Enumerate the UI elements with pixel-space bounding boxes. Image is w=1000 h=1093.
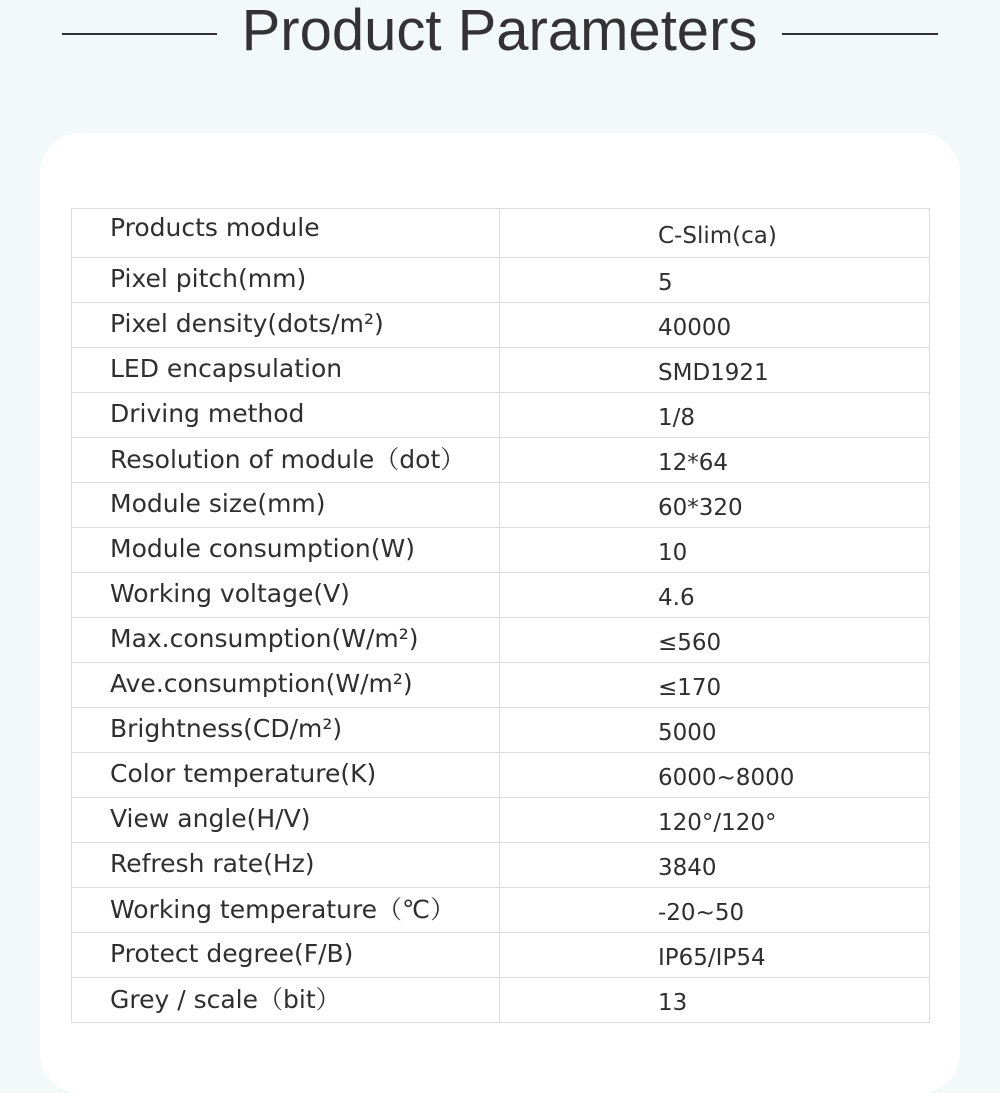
table-row — [72, 708, 930, 753]
table-row — [72, 209, 930, 258]
table-row — [72, 348, 930, 393]
page-title: Product Parameters — [241, 0, 758, 63]
table-row — [72, 843, 930, 888]
param-value: C-Slim(ca) — [500, 209, 930, 258]
param-value: SMD1921 — [500, 348, 930, 393]
table-row — [72, 753, 930, 798]
param-label: Driving method — [72, 393, 500, 438]
param-label: Pixel density(dots/m²) — [72, 303, 500, 348]
parameters-card — [40, 133, 960, 1093]
table-row — [72, 393, 930, 438]
param-value: 40000 — [500, 303, 930, 348]
param-label: Working voltage(V) — [72, 573, 500, 618]
param-value: 10 — [500, 528, 930, 573]
param-value: 6000~8000 — [500, 753, 930, 798]
page-header — [0, 0, 1000, 70]
table-row — [72, 888, 930, 933]
param-value: 120°/120° — [500, 798, 930, 843]
title-divider-left — [62, 33, 217, 35]
param-value: 60*320 — [500, 483, 930, 528]
param-label: Grey / scale（bit） — [72, 978, 500, 1023]
param-label: Module consumption(W) — [72, 528, 500, 573]
table-row — [72, 303, 930, 348]
parameters-table — [71, 208, 930, 1023]
param-label: Ave.consumption(W/m²) — [72, 663, 500, 708]
param-value: ≤170 — [500, 663, 930, 708]
param-value: -20~50 — [500, 888, 930, 933]
table-row — [72, 978, 930, 1023]
param-label: Module size(mm) — [72, 483, 500, 528]
param-value: IP65/IP54 — [500, 933, 930, 978]
table-row — [72, 258, 930, 303]
param-value: 1/8 — [500, 393, 930, 438]
table-row — [72, 618, 930, 663]
param-value: 4.6 — [500, 573, 930, 618]
table-row — [72, 663, 930, 708]
param-value: 5 — [500, 258, 930, 303]
param-label: View angle(H/V) — [72, 798, 500, 843]
param-label: Brightness(CD/m²) — [72, 708, 500, 753]
table-row — [72, 438, 930, 483]
param-label: Color temperature(K) — [72, 753, 500, 798]
param-label: Max.consumption(W/m²) — [72, 618, 500, 663]
table-row — [72, 528, 930, 573]
param-label: Resolution of module（dot） — [72, 438, 500, 483]
param-value: 13 — [500, 978, 930, 1023]
title-divider-right — [782, 33, 938, 35]
table-row — [72, 933, 930, 978]
table-row — [72, 573, 930, 618]
param-value: 5000 — [500, 708, 930, 753]
param-label: LED encapsulation — [72, 348, 500, 393]
param-label: Products module — [72, 209, 500, 258]
param-value: 3840 — [500, 843, 930, 888]
param-label: Working temperature（℃） — [72, 888, 500, 933]
param-label: Pixel pitch(mm) — [72, 258, 500, 303]
table-row — [72, 798, 930, 843]
param-value: 12*64 — [500, 438, 930, 483]
param-label: Protect degree(F/B) — [72, 933, 500, 978]
param-label: Refresh rate(Hz) — [72, 843, 500, 888]
table-row — [72, 483, 930, 528]
param-value: ≤560 — [500, 618, 930, 663]
